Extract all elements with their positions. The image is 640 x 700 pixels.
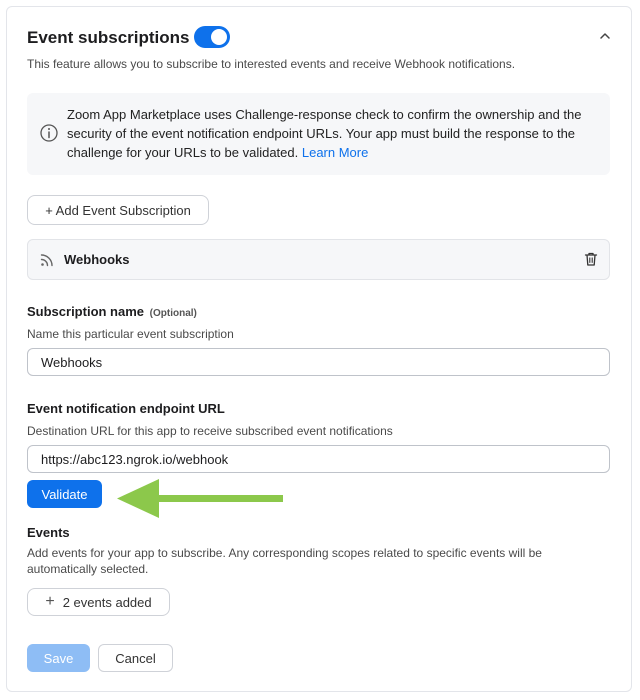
cancel-button[interactable]: Cancel [98, 644, 173, 672]
events-added-count: 2 events added [62, 594, 152, 610]
info-text [67, 105, 599, 162]
endpoint-url-label: Event notification endpoint URL [27, 401, 225, 416]
subscription-name-input[interactable] [27, 348, 610, 376]
events-label: Events [27, 525, 70, 540]
endpoint-url-help: Destination URL for this app to receive subscribed event notifications [27, 424, 393, 438]
events-help: Add events for your app to subscribe. Any corresponding scopes related to specific events will be automatically selected. [27, 546, 542, 576]
info-icon [39, 123, 59, 143]
section-subtitle: This feature allows you to subscribe to interested events and receive Webhook notifications. [27, 57, 516, 71]
subscription-header-name: Webhooks [64, 252, 130, 267]
info-message: Zoom App Marketplace uses Challenge-response check to confirm the ownership and the security of the event notification endpoint URLs. Your app must build the response to the challenge for your URLs to be validated. [67, 107, 582, 160]
optional-tag: (Optional) [149, 308, 197, 319]
rss-feed-icon [40, 253, 54, 267]
add-events-button[interactable] [27, 588, 170, 616]
subscription-name-label-text: Subscription name [27, 304, 145, 319]
chevron-up-icon[interactable] [596, 27, 614, 45]
subscription-name-help: Name this particular event subscription [27, 327, 234, 341]
validate-button[interactable]: Validate [27, 480, 102, 508]
add-event-subscription-button[interactable]: + Add Event Subscription [27, 195, 209, 225]
event-subscriptions-toggle[interactable] [194, 26, 230, 48]
section-title: Event subscriptions [27, 28, 190, 47]
event-subscriptions-card [6, 6, 632, 692]
plus-icon: + [45, 593, 55, 610]
challenge-info-box [27, 93, 610, 175]
annotation-arrow [117, 477, 287, 521]
learn-more-link[interactable]: Learn More [301, 145, 369, 160]
save-button[interactable]: Save [27, 644, 90, 672]
endpoint-url-input[interactable] [27, 445, 610, 473]
toggle-knob [211, 29, 227, 45]
trash-icon[interactable] [583, 251, 599, 267]
subscription-header [27, 239, 610, 280]
subscription-name-label [27, 304, 197, 322]
